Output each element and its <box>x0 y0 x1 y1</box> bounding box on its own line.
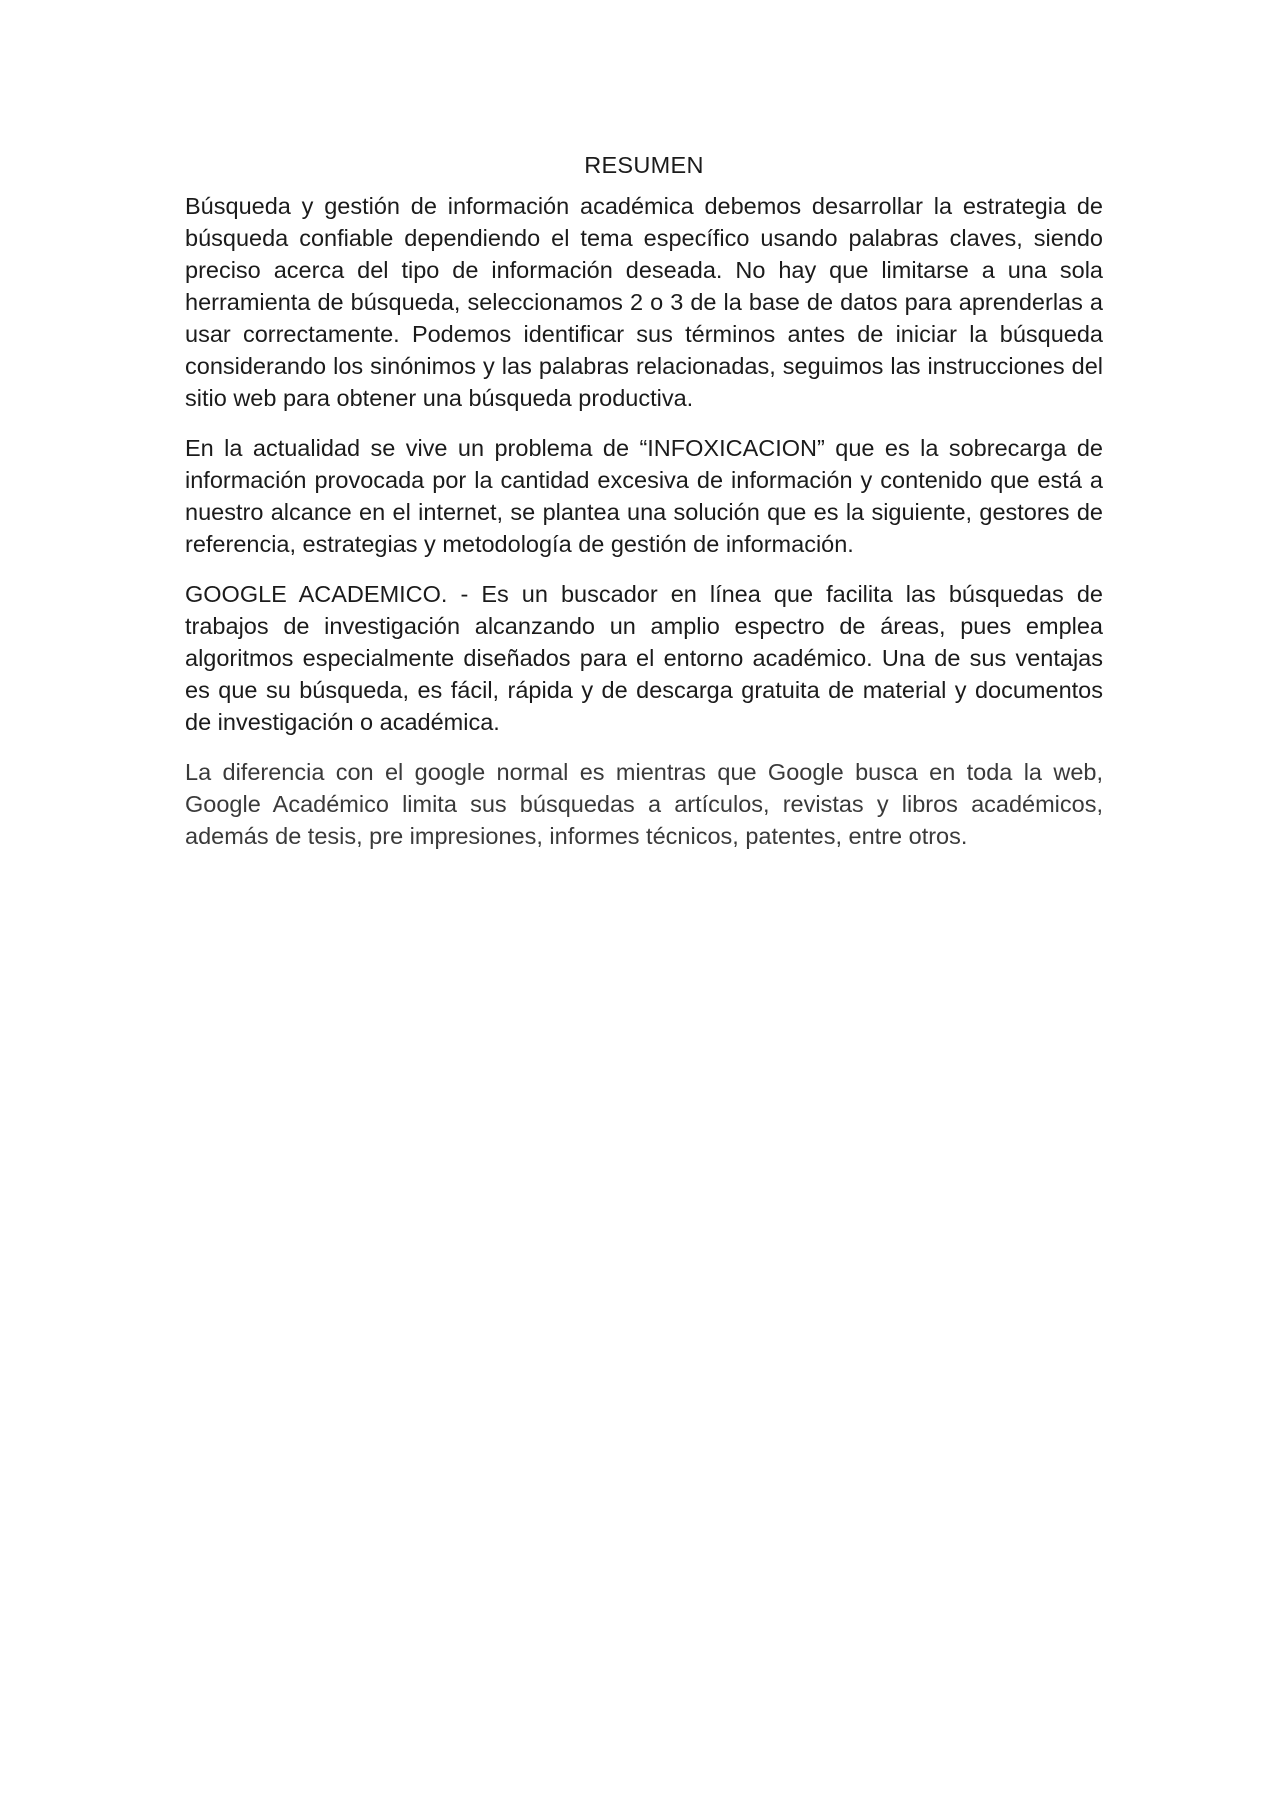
paragraph-intro: Búsqueda y gestión de información académica debemos desarrollar la estrategia de búsqueda confiable dependiendo el tema específico usando palabras claves, siendo preciso acerca del tipo de información deseada. No hay que limitarse a una sola herramienta de búsqueda, seleccionamos 2 o 3 de la base de datos para aprenderlas a usar correctamente. Podemos identificar sus términos antes de iniciar la búsqueda considerando los sinónimos y las palabras relacionadas, seguimos las instrucciones del sitio web para obtener una búsqueda productiva. <box>185 193 1103 411</box>
document-body <box>185 148 1103 870</box>
paragraph-diferencia: La diferencia con el google normal es mientras que Google busca en toda la web, Google Académico limita sus búsquedas a artículos, revistas y libros académicos, además de tesis, pre impresiones, informes técnicos, patentes, entre otros. <box>185 759 1103 849</box>
document-title: RESUMEN <box>584 152 704 178</box>
paragraph-google-academico: GOOGLE ACADEMICO. - Es un buscador en línea que facilita las búsquedas de trabajos de investigación alcanzando un amplio espectro de áreas, pues emplea algoritmos especialmente diseñados para el entorno académico. Una de sus ventajas es que su búsqueda, es fácil, rápida y de descarga gratuita de material y documentos de investigación o académica. <box>185 581 1103 735</box>
paragraph-infoxicacion: En la actualidad se vive un problema de “INFOXICACION” que es la sobrecarga de información provocada por la cantidad excesiva de información y contenido que está a nuestro alcance en el internet, se plantea una solución que es la siguiente, gestores de referencia, estrategias y metodología de gestión de información. <box>185 435 1103 557</box>
